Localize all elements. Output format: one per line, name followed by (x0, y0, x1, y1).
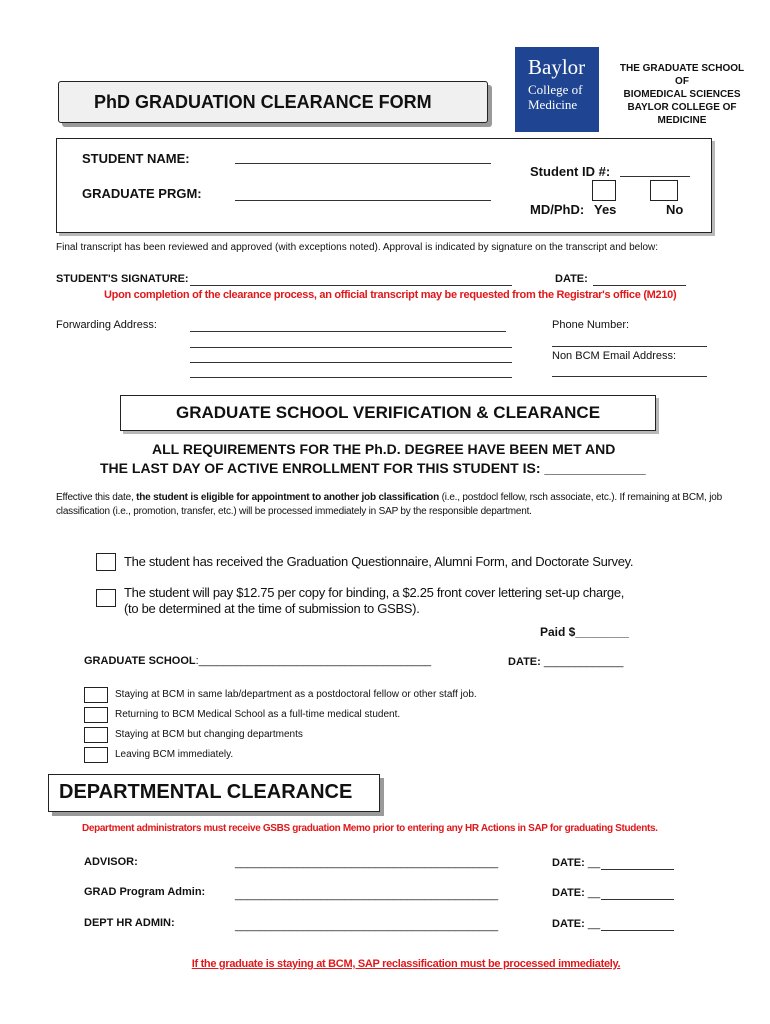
binding-fee-checkbox[interactable] (96, 589, 116, 607)
forwarding-address-line-2[interactable] (190, 347, 512, 348)
logo-line-3-text: Medicine (528, 97, 578, 112)
option-label-2: Returning to BCM Medical School as a full-time medical student. (115, 709, 401, 720)
advisor-date-label: DATE: (552, 857, 585, 869)
requirements-line-2 (100, 460, 646, 476)
graduate-school-label: GRADUATE SCHOOL (84, 655, 196, 667)
effective-note (56, 492, 746, 503)
requirements-line-2-text: THE LAST DAY OF ACTIVE ENROLLMENT FOR THIS STUDENT IS: (100, 460, 541, 476)
mdphd-label: MD/PhD: (530, 202, 585, 217)
logo-line-2-text: College of (528, 82, 583, 97)
mdphd-yes-checkbox[interactable] (592, 180, 616, 201)
school-line-4: MEDICINE (657, 115, 707, 126)
dept-hr-admin-date-prefix: __ (587, 918, 601, 930)
verification-heading: GRADUATE SCHOOL VERIFICATION & CLEARANCE (120, 395, 656, 431)
form-title: PhD GRADUATION CLEARANCE FORM (58, 81, 488, 123)
advisor-signature-field[interactable]: ___________________________________________ (235, 857, 499, 869)
signature-date-label: DATE: (555, 273, 588, 285)
paid-label: Paid $ (540, 625, 576, 639)
student-signature-field[interactable] (190, 285, 512, 286)
logo-line-1: Baylor (528, 55, 586, 79)
phone-number-field[interactable] (552, 346, 707, 347)
effective-note-line-2: classification (i.e., promotion, transfer, etc.) will be processed immediately in SAP by the responsible department. (56, 506, 532, 517)
option-label-4: Leaving BCM immediately. (115, 749, 234, 760)
option-checkbox-3[interactable] (84, 727, 108, 743)
forwarding-address-line-1[interactable] (190, 331, 506, 332)
school-line-3: BAYLOR COLLEGE OF (627, 102, 737, 113)
graduate-program-field[interactable] (235, 200, 491, 201)
forwarding-address-line-4[interactable] (190, 377, 512, 378)
effective-note-bold: the student is eligible for appointment to another job classification (136, 492, 440, 503)
student-signature-label: STUDENT'S SIGNATURE: (56, 273, 189, 285)
baylor-logo (515, 47, 599, 132)
graduate-program-label: GRADUATE PRGM: (82, 186, 202, 201)
student-name-field[interactable] (235, 163, 491, 164)
email-field[interactable] (552, 376, 707, 377)
grad-program-admin-label: GRAD Program Admin: (84, 886, 206, 898)
forwarding-address-label: Forwarding Address: (56, 319, 157, 331)
advisor-date-prefix: __ (587, 857, 601, 869)
grad-program-admin-date (552, 887, 600, 899)
student-id-field[interactable] (620, 176, 690, 177)
effective-note-pre: Effective this date, (56, 492, 137, 503)
email-label: Non BCM Email Address: (552, 350, 677, 362)
advisor-label: ADVISOR: (84, 856, 138, 868)
footer-note: If the graduate is staying at BCM, SAP reclassification must be processed immediately. (191, 958, 621, 970)
school-line-2: BIOMEDICAL SCIENCES (623, 89, 741, 100)
binding-fee-label-1: The student will pay $12.75 per copy for binding, a $2.25 front cover lettering set-up charge, (124, 585, 625, 600)
dept-hr-admin-date-label: DATE: (552, 918, 585, 930)
graduate-school-date-field[interactable]: _____________ (543, 656, 624, 668)
student-id-label: Student ID #: (530, 164, 611, 179)
signature-date-field[interactable] (593, 285, 686, 286)
forwarding-address-line-3[interactable] (190, 362, 512, 363)
paid-amount (540, 625, 629, 639)
school-name (612, 62, 752, 127)
option-label-3: Staying at BCM but changing departments (115, 729, 303, 740)
graduate-school-signature (84, 655, 431, 667)
phone-number-label: Phone Number: (552, 319, 630, 331)
paid-amount-field[interactable]: ________ (575, 625, 629, 639)
grad-program-admin-date-label: DATE: (552, 887, 585, 899)
grad-program-admin-signature-field[interactable]: ___________________________________________ (235, 889, 499, 901)
grad-program-admin-date-prefix: __ (587, 887, 601, 899)
logo-line-2 (528, 82, 583, 112)
memo-note: Department administrators must receive GSBS graduation Memo prior to entering any HR Actions in SAP for graduating Students. (82, 823, 658, 834)
advisor-date (552, 857, 600, 869)
departmental-heading: DEPARTMENTAL CLEARANCE (48, 774, 380, 812)
registrar-note: Upon completion of the clearance process, an official transcript may be requested from the Registrar's office (M210) (104, 289, 677, 301)
option-checkbox-4[interactable] (84, 747, 108, 763)
last-enrollment-date-field[interactable]: _____________ (544, 460, 646, 476)
option-checkbox-2[interactable] (84, 707, 108, 723)
advisor-date-field[interactable] (601, 869, 674, 870)
graduate-school-date (508, 656, 623, 668)
mdphd-no-label: No (666, 202, 684, 217)
requirements-line-1: ALL REQUIREMENTS FOR THE Ph.D. DEGREE HAVE BEEN MET AND (152, 441, 616, 457)
questionnaire-label: The student has received the Graduation Questionnaire, Alumni Form, and Doctorate Survey. (124, 554, 634, 569)
student-name-label: STUDENT NAME: (82, 151, 190, 166)
graduate-school-field[interactable]: ______________________________________ (198, 655, 432, 667)
dept-hr-admin-label: DEPT HR ADMIN: (84, 917, 175, 929)
school-line-1: THE GRADUATE SCHOOL OF (619, 63, 745, 87)
dept-hr-admin-signature-field[interactable]: ___________________________________________ (235, 920, 499, 932)
mdphd-no-checkbox[interactable] (650, 180, 678, 201)
dept-hr-admin-date (552, 918, 600, 930)
binding-fee-label-2: (to be determined at the time of submission to GSBS). (124, 601, 420, 616)
graduate-school-date-label: DATE: (508, 656, 541, 668)
option-label-1: Staying at BCM in same lab/department as a postdoctoral fellow or other staff job. (115, 689, 477, 700)
mdphd-yes-label: Yes (594, 202, 617, 217)
transcript-note: Final transcript has been reviewed and approved (with exceptions noted). Approval is indicated by signature on the transcript and below: (56, 242, 659, 253)
effective-note-post: (i.e., postdocl fellow, rsch associate, etc.). If remaining at BCM, job (439, 492, 722, 503)
option-checkbox-1[interactable] (84, 687, 108, 703)
grad-program-admin-date-field[interactable] (601, 899, 674, 900)
dept-hr-admin-date-field[interactable] (601, 930, 674, 931)
questionnaire-checkbox[interactable] (96, 553, 116, 571)
graduate-school-colon: : (195, 655, 199, 667)
